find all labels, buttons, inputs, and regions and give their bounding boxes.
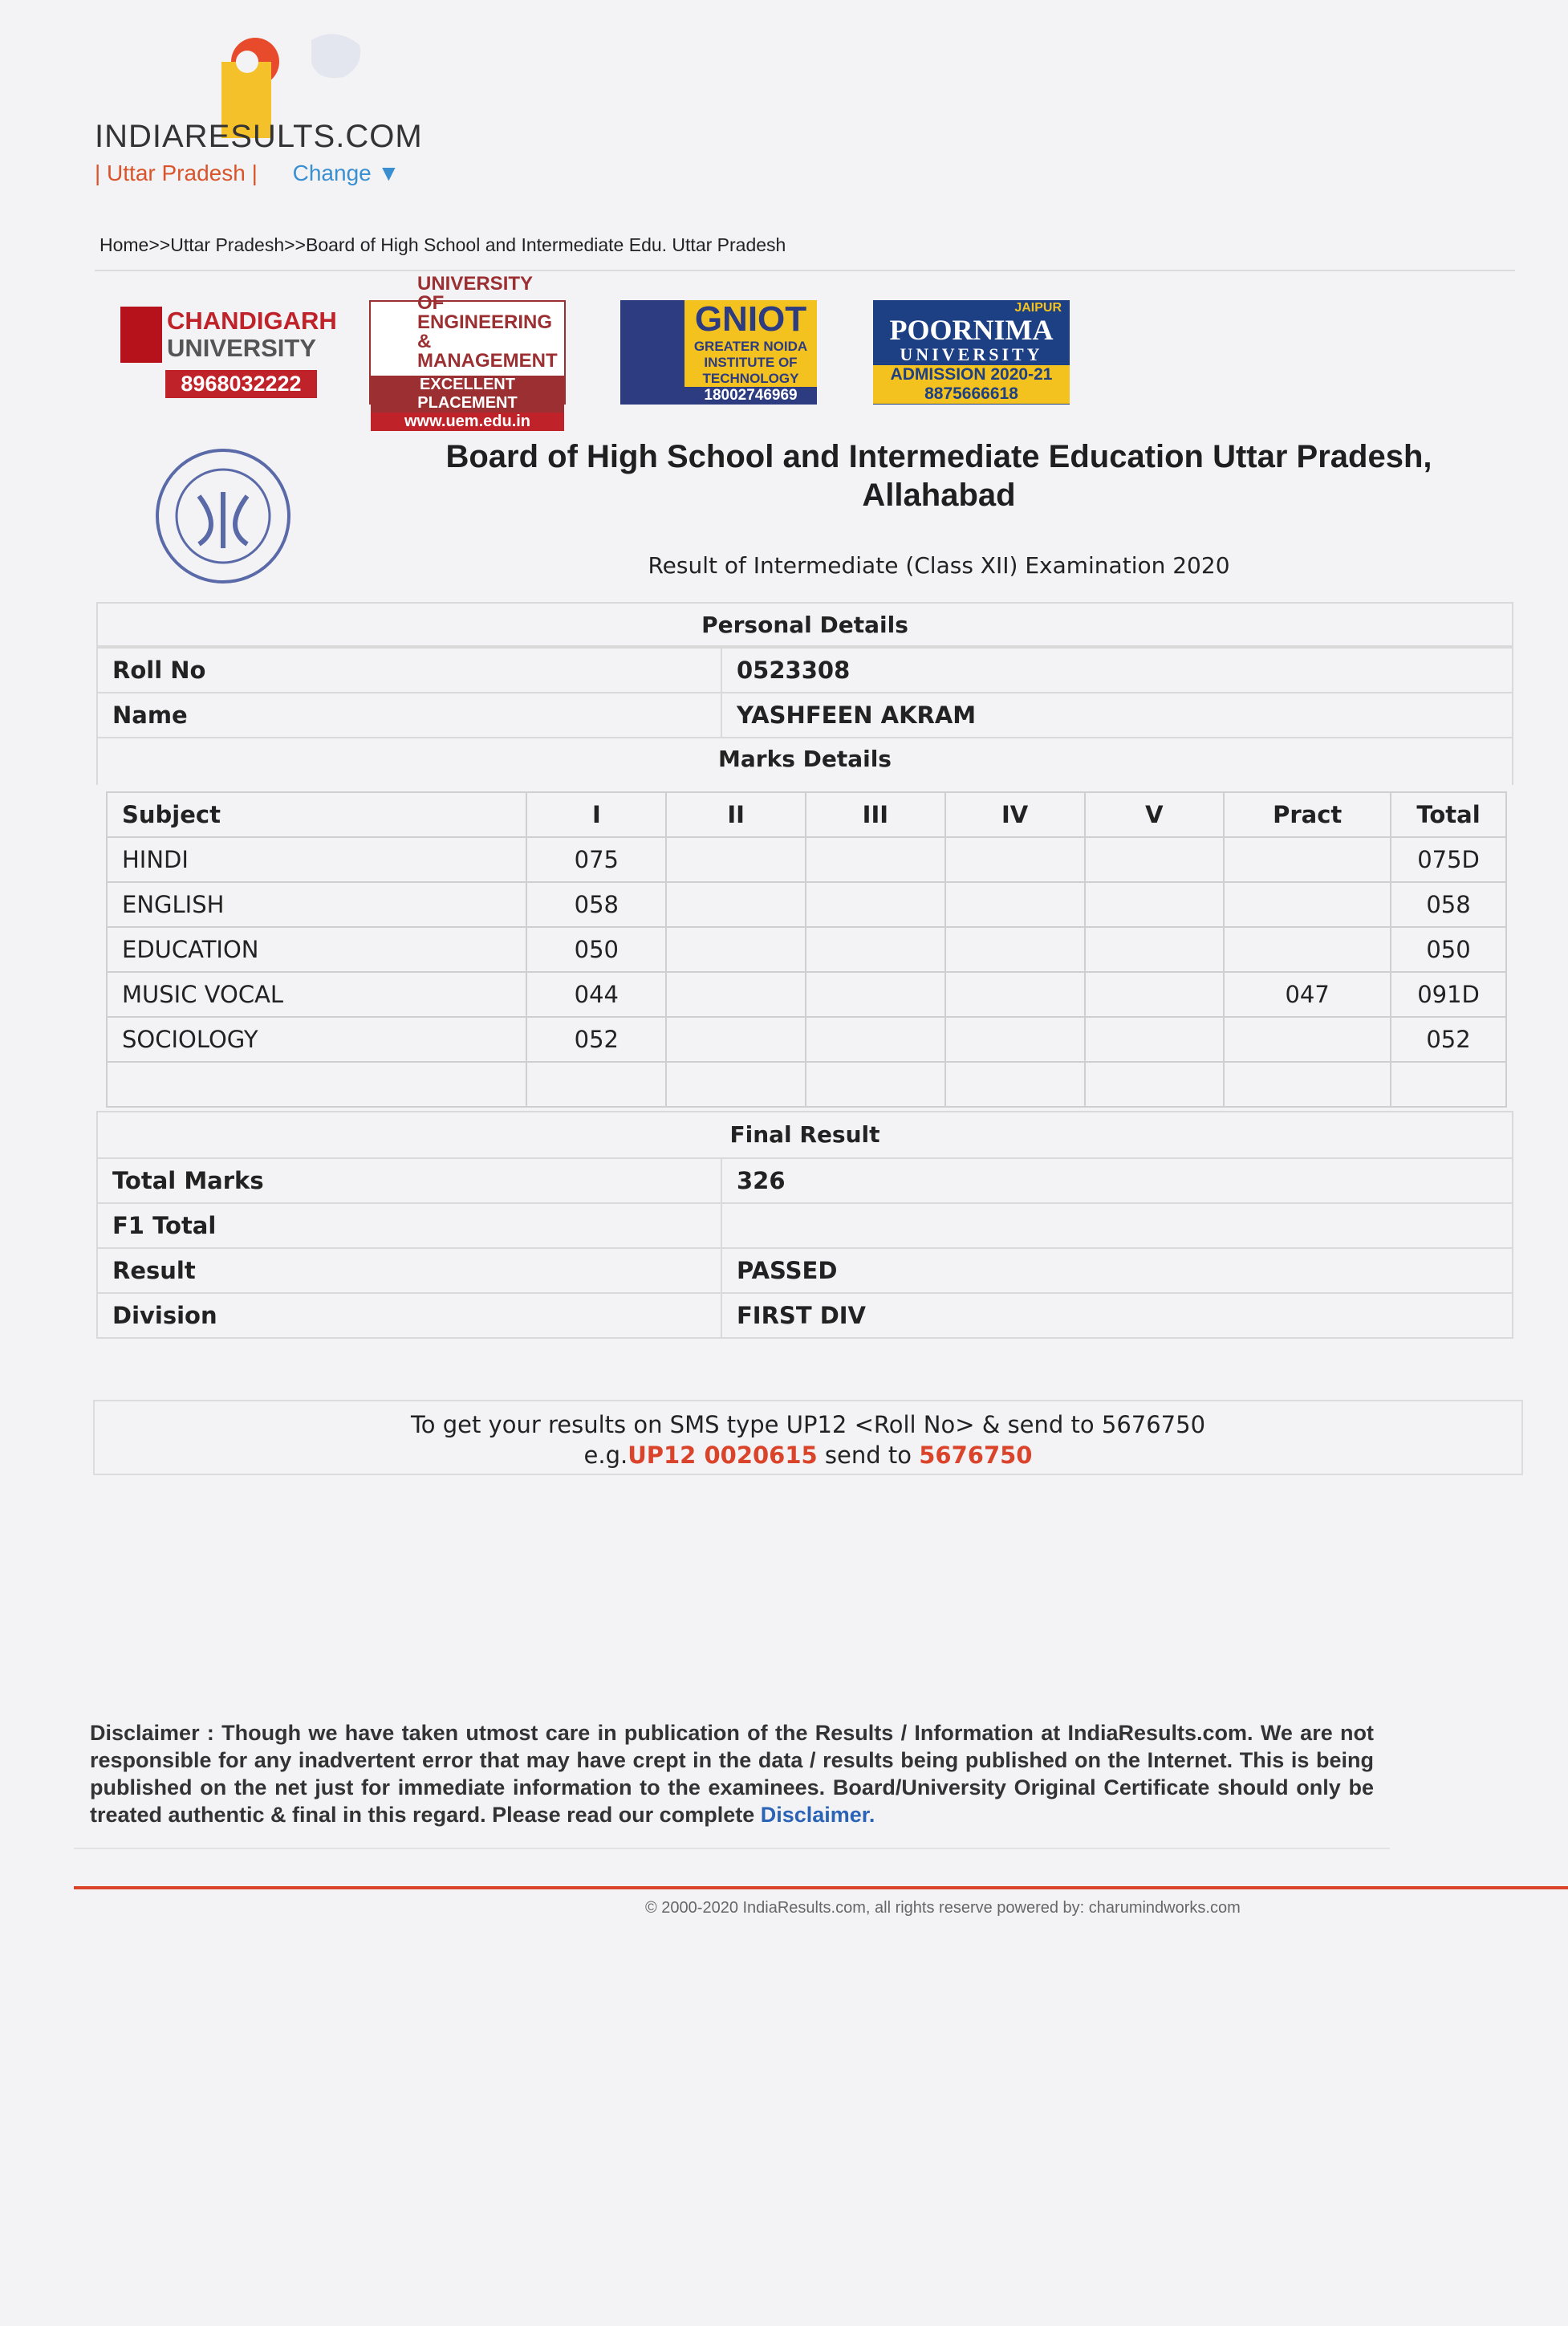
result-value: PASSED xyxy=(721,1248,1513,1293)
mark-cell xyxy=(806,972,945,1017)
mark-cell: 044 xyxy=(526,972,666,1017)
ad-tag: JAIPUR xyxy=(1014,301,1062,315)
final-result-table xyxy=(96,1157,1513,1339)
ad-line: UNIVERSITY OF ENGINEERING & MANAGEMENT xyxy=(417,272,558,372)
mark-cell xyxy=(666,927,806,972)
personal-details-heading: Personal Details xyxy=(701,612,908,638)
table-row xyxy=(97,693,1513,738)
ad-phone: 8875666618 xyxy=(873,384,1070,404)
breadcrumb[interactable]: Home>>Uttar Pradesh>>Board of High School and Intermediate Edu. Uttar Pradesh xyxy=(100,234,786,255)
mark-cell xyxy=(945,837,1085,882)
mark-cell xyxy=(526,1062,666,1107)
footer-divider xyxy=(74,1886,1568,1889)
ad-url: www.uem.edu.in xyxy=(371,413,564,431)
marks-row xyxy=(107,837,1506,882)
final-result-heading-box xyxy=(96,1111,1513,1157)
mark-cell xyxy=(1085,837,1225,882)
col-paper-4: IV xyxy=(945,792,1085,837)
exam-title: Result of Intermediate (Class XII) Examination 2020 xyxy=(648,552,1230,579)
subject-cell: ENGLISH xyxy=(107,882,526,927)
ad-line: ADMISSION 2020-21 xyxy=(873,365,1070,384)
table-row xyxy=(97,1293,1513,1338)
marks-row xyxy=(107,882,1506,927)
marks-details-heading-box xyxy=(96,737,1513,785)
subject-cell: MUSIC VOCAL xyxy=(107,972,526,1017)
ad-phone: 8968032222 xyxy=(165,370,317,398)
roll-no-value: 0523308 xyxy=(721,648,1513,693)
ad-line: POORNIMA xyxy=(889,314,1054,346)
col-practical: Pract xyxy=(1224,792,1391,837)
cu-crest-icon xyxy=(120,307,162,363)
ad-line: GREATER NOIDA INSTITUTE OF TECHNOLOGY xyxy=(684,339,817,387)
mark-cell xyxy=(1085,1062,1225,1107)
sms-eg-prefix: e.g. xyxy=(583,1442,628,1469)
sms-eg-mid: send to xyxy=(817,1442,920,1469)
col-paper-3: III xyxy=(806,792,945,837)
mark-cell: 047 xyxy=(1224,972,1391,1017)
mark-cell xyxy=(1224,837,1391,882)
mark-cell xyxy=(666,837,806,882)
mark-cell: 091D xyxy=(1391,972,1506,1017)
marks-header-row xyxy=(107,792,1506,837)
ad-chandigarh-university[interactable] xyxy=(120,300,337,405)
table-row xyxy=(97,1248,1513,1293)
mark-cell xyxy=(945,1017,1085,1062)
ad-line: UNIVERSITY xyxy=(900,344,1043,364)
subject-cell xyxy=(107,1062,526,1107)
mark-cell: 075 xyxy=(526,837,666,882)
mark-cell xyxy=(1085,972,1225,1017)
ad-poornima-university[interactable] xyxy=(873,300,1070,405)
name-value: YASHFEEN AKRAM xyxy=(721,693,1513,738)
table-row xyxy=(97,648,1513,693)
sms-instruction: To get your results on SMS type UP12 <Roll No> & send to 5676750 xyxy=(410,1411,1206,1438)
mark-cell: 052 xyxy=(526,1017,666,1062)
col-paper-1: I xyxy=(526,792,666,837)
change-state-link[interactable]: Change ▼ xyxy=(292,161,400,185)
state-selector xyxy=(95,161,400,186)
mark-cell: 052 xyxy=(1391,1017,1506,1062)
up-government-seal-icon xyxy=(151,448,295,584)
mark-cell xyxy=(806,882,945,927)
ad-gniot[interactable] xyxy=(620,300,817,405)
roll-no-label: Roll No xyxy=(97,648,721,693)
sms-example xyxy=(95,1440,1521,1470)
result-label: Result xyxy=(97,1248,721,1293)
mark-cell xyxy=(945,1062,1085,1107)
copyright: © 2000-2020 IndiaResults.com, all rights reserve powered by: charumindworks.com xyxy=(645,1899,1241,1917)
site-name: INDIARESULTS.COM xyxy=(95,119,423,154)
disclaimer-text: Disclaimer : Though we have taken utmost care in publication of the Results / Information at IndiaResults.com. We are not responsible for any inadvertent error that may have crept in the data / results being published on the Internet. This is being published on the net just for immediate information to the examinees. Board/University Original Certificate should only be treated authentic & final in this regard. Please read our complete xyxy=(90,1721,1374,1827)
marks-row xyxy=(107,1062,1506,1107)
state-label: | Uttar Pradesh | xyxy=(95,161,258,185)
marks-row xyxy=(107,927,1506,972)
ad-phone: 18002746969 xyxy=(704,387,798,404)
mark-cell xyxy=(806,837,945,882)
division-label: Division xyxy=(97,1293,721,1338)
mark-cell xyxy=(1391,1062,1506,1107)
sms-eg-code: UP12 0020615 xyxy=(628,1442,818,1469)
board-title: Board of High School and Intermediate Education Uttar Pradesh, Allahabad xyxy=(445,439,1432,513)
sms-eg-number: 5676750 xyxy=(919,1442,1033,1469)
ad-uem[interactable] xyxy=(369,272,566,430)
f1-total-value xyxy=(721,1203,1513,1248)
final-result-heading: Final Result xyxy=(729,1121,880,1148)
division-value: FIRST DIV xyxy=(721,1293,1513,1338)
mark-cell xyxy=(806,1062,945,1107)
mark-cell xyxy=(666,1062,806,1107)
marks-table xyxy=(106,791,1507,1108)
mark-cell xyxy=(666,972,806,1017)
mark-cell xyxy=(666,1017,806,1062)
personal-details-table xyxy=(96,647,1513,738)
ad-line: CHANDIGARH xyxy=(167,306,337,335)
marks-details-heading: Marks Details xyxy=(718,746,892,772)
ad-line: EXCELLENT PLACEMENT xyxy=(371,376,564,413)
mark-cell xyxy=(666,882,806,927)
mark-cell xyxy=(945,972,1085,1017)
col-subject: Subject xyxy=(107,792,526,837)
mark-cell xyxy=(1224,882,1391,927)
mark-cell: 058 xyxy=(526,882,666,927)
disclaimer-link[interactable]: Disclaimer. xyxy=(760,1803,875,1827)
total-marks-label: Total Marks xyxy=(97,1158,721,1203)
mark-cell xyxy=(1224,1062,1391,1107)
total-marks-value: 326 xyxy=(721,1158,1513,1203)
marks-row xyxy=(107,972,1506,1017)
mark-cell xyxy=(945,927,1085,972)
mark-cell: 058 xyxy=(1391,882,1506,927)
marks-row xyxy=(107,1017,1506,1062)
mark-cell xyxy=(1224,1017,1391,1062)
mark-cell: 050 xyxy=(526,927,666,972)
ad-line: GNIOT xyxy=(684,300,817,339)
mark-cell: 075D xyxy=(1391,837,1506,882)
col-paper-5: V xyxy=(1085,792,1225,837)
mark-cell xyxy=(1224,927,1391,972)
header-divider xyxy=(95,270,1515,271)
mark-cell xyxy=(1085,882,1225,927)
mark-cell xyxy=(806,927,945,972)
subject-cell: SOCIOLOGY xyxy=(107,1017,526,1062)
col-total: Total xyxy=(1391,792,1506,837)
mark-cell xyxy=(1085,927,1225,972)
col-paper-2: II xyxy=(666,792,806,837)
subject-cell: HINDI xyxy=(107,837,526,882)
personal-details-heading-box xyxy=(96,602,1513,647)
f1-total-label: F1 Total xyxy=(97,1203,721,1248)
mark-cell xyxy=(1085,1017,1225,1062)
ad-line: UNIVERSITY xyxy=(167,333,317,362)
mark-cell: 050 xyxy=(1391,927,1506,972)
table-row xyxy=(97,1158,1513,1203)
table-row xyxy=(97,1203,1513,1248)
subject-cell: EDUCATION xyxy=(107,927,526,972)
name-label: Name xyxy=(97,693,721,738)
mark-cell xyxy=(806,1017,945,1062)
disclaimer xyxy=(74,1719,1390,1849)
mark-cell xyxy=(945,882,1085,927)
sms-info-box xyxy=(93,1400,1523,1475)
